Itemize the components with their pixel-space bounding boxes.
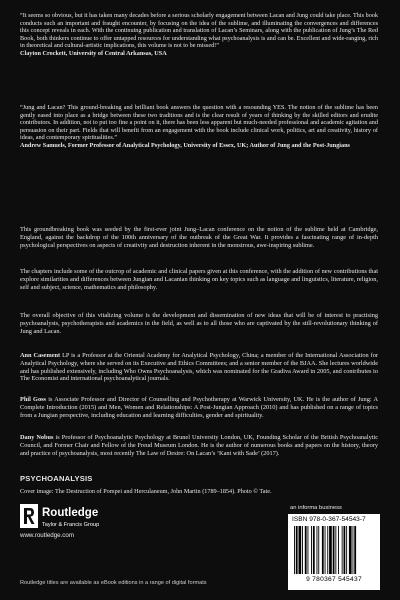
endorsement-attribution-2: Andrew Samuels, Former Professor of Analytical Psychology, University of Essex, UK; Author of Jung and the Post-Jungians — [20, 141, 350, 149]
bio-name-3: Dany Nobus — [20, 434, 54, 441]
barcode-icon — [292, 526, 376, 576]
endorsement-text-2: “Jung and Lacan? This ground-breaking and brilliant book answers the question with a resounding YES. The notion of the sublime has been gently eased into place as a bridge between these two traditions and is the clear result of years of thinking by the skilled editors and erudite contributors. In addition, not to put too fine a point on it, there has been less apparent but much-needed professional and academic agitation and persuasion on their part. Fields that will benefit from an engagement with the book include clinical work, politics, art and creativity, history of ideas, and contemporary spiritualities.” — [20, 104, 378, 142]
isbn-digits: 9 780367 545437 — [306, 576, 362, 583]
bio-ann-casement — [20, 352, 378, 383]
endorsement-attribution-1: Clayton Crockett, University of Central Arkansas, USA — [20, 49, 167, 57]
publisher-name: Routledge — [42, 507, 99, 519]
endorsement-quote-1 — [20, 12, 378, 58]
bio-name-2: Phil Goss — [20, 396, 47, 403]
isbn-label: ISBN 978-0-367-54543-7 — [292, 516, 366, 523]
cover-image-credit: Cover image: The Destruction of Pompei and Herculaneum, John Martin (1789–1854). Photo © Tate. — [20, 488, 272, 495]
endorsement-text-1: “It seems so obvious, but it has taken many decades before a serious scholarly engagement between Lacan and Jung could take place. This book conducts such an important and fraught encounter, by focusing on the idea of the sublime, and illuminating the convergences and differences this concept reveals in each. With the continuing publication and translation of Lacan’s Seminars, along with the publication of Jung’s The Red Book, both thinkers continue to offer untapped resources for understanding what psychoanalysis is and can be. Excellent and wide-ranging, rich in theoretical and cultural-artistic implications, this volume is not to be missed!” — [20, 12, 378, 50]
ebook-footer: Routledge titles are available as eBook editions in a range of digital formats — [20, 580, 207, 586]
endorsement-quote-2 — [20, 104, 378, 150]
bio-name-1: Ann Casement — [20, 352, 61, 359]
routledge-r-icon — [20, 504, 38, 528]
subject-category: PSYCHOANALYSIS — [20, 474, 93, 483]
bio-phil-goss — [20, 396, 378, 419]
bio-text-3: is Professor of Psychoanalytic Psychology at Brunel University London, UK, Founding Scholar of the British Psychoanalytic Council, and Former Chair and Fellow of the Freud Museum London. He is the author of numerous books and papers on the history, theory and practice of psychoanalysis, most recently The Law of Desire: On Lacan’s ‘Kant with Sade’ (2017). — [20, 434, 379, 457]
description-paragraph-3: The overall objective of this vitalizing volume is the development and dissemination of new ideas that will be of interest to practising psychoanalysts, psychotherapists and academics in the field, as well as to all those who are captivated by the still-revolutionary thinking of Jung and Lacan. — [20, 312, 378, 335]
informa-business-label: an informa business — [290, 505, 342, 511]
barcode-panel — [288, 514, 380, 590]
bio-dany-nobus — [20, 434, 378, 457]
bio-text-2: is Associate Professor and Director of Counselling and Psychotherapy at Warwick University, UK. He is the author of Jung: A Complete Introduction (2015) and Men, Women and Relationships: A Post-Jungian Approach (2010) and has published on a range of topics from a Jungian perspective, including education and learning difficulties, gender and spirituality. — [20, 396, 379, 419]
bio-text-1: LP is a Professor at the Oriental Academy for Analytical Psychology, China; a member of the International Association for Analytical Psychology, where she served on its Executive and Ethics Committees; and a senior member of the BJAA. She lectures worldwide and has published extensively, including Who Owns Psychoanalysis, which was nominated for the Gradiva Award in 2005, and contributes to The Economist and international psychoanalytical journals. — [20, 352, 378, 383]
publisher-group: Taylor & Francis Group — [42, 522, 100, 528]
publisher-website: www.routledge.com — [20, 532, 74, 539]
description-paragraph-1: This groundbreaking book was seeded by the first-ever joint Jung–Lacan conference on the notion of the sublime held at Cambridge, England, against the backdrop of the 100th anniversary of the outbreak of the Great War. It provides a fascinating range of in-depth psychological perspectives on aspects of creativity and destruction inherent in the monstrous, awe-inspiring sublime. — [20, 226, 378, 249]
description-paragraph-2: The chapters include some of the outcrop of academic and clinical papers given at this conference, with the addition of new contributions that explore similarities and differences between Jungian and Lacanian thinking on key topics such as language and linguistics, literature, religion, self and subject, science, mathematics and philosophy. — [20, 268, 378, 291]
